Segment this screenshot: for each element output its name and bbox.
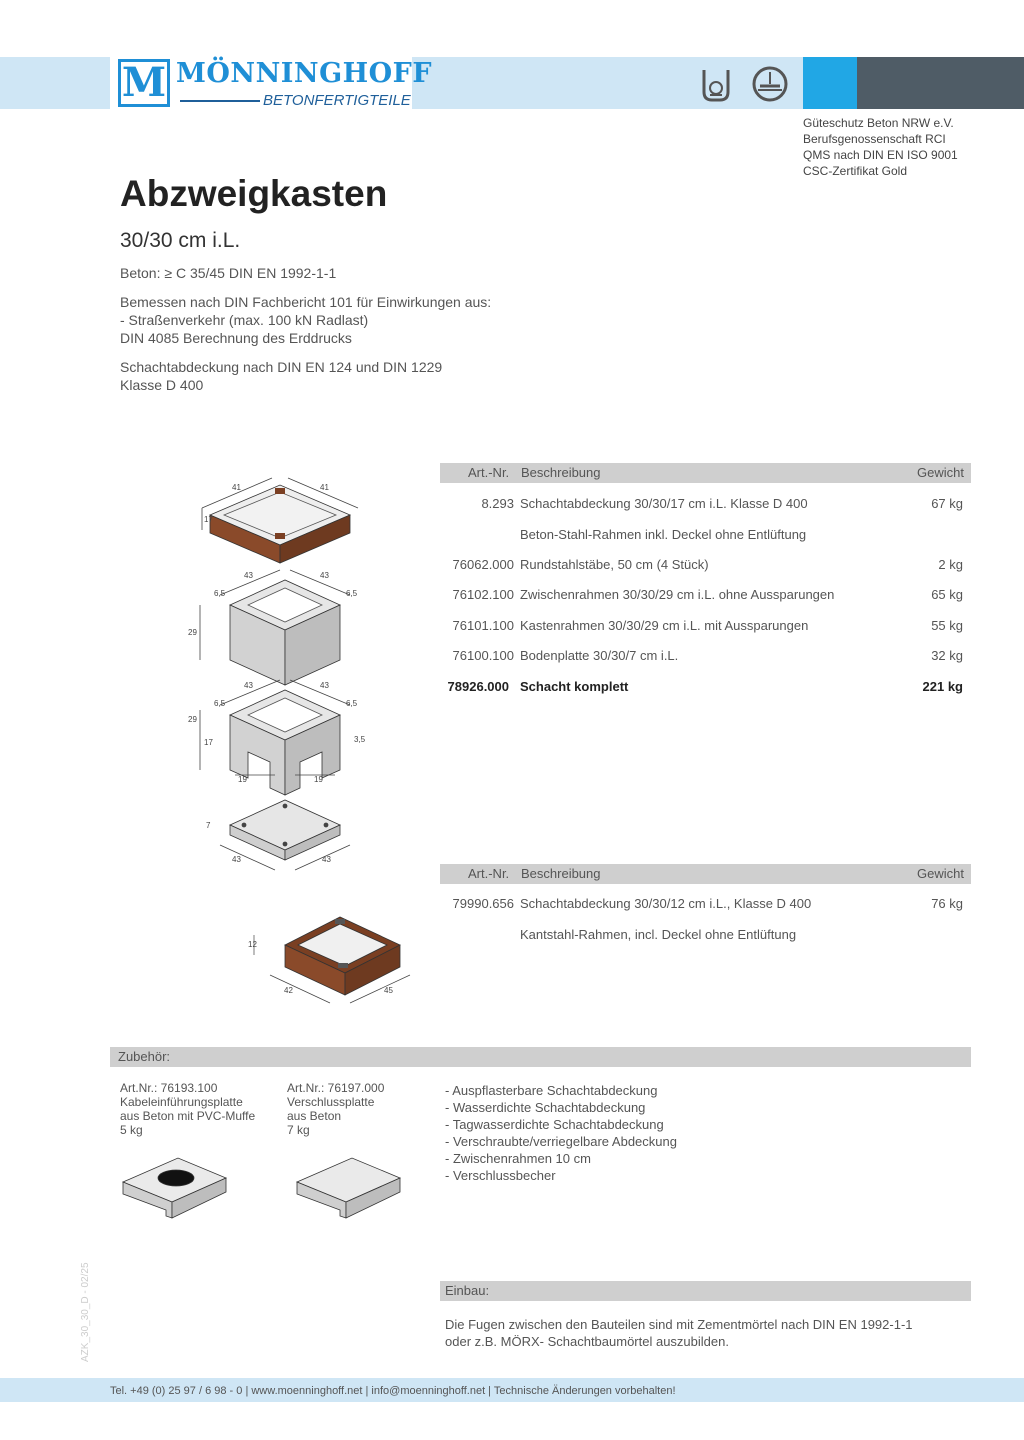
table1-header [440, 463, 971, 483]
ground-installation-icon [754, 68, 786, 100]
cert-line: Güteschutz Beton NRW e.V. [803, 116, 954, 130]
dim-label: 6,5 [214, 589, 226, 598]
dim-label: 42 [284, 986, 293, 995]
table-row [440, 925, 971, 945]
accessory-art: Art.Nr.: 76193.100 [120, 1081, 218, 1095]
accessories-title: Zubehör: [118, 1049, 171, 1064]
accessory-material: aus Beton [287, 1109, 342, 1123]
box-frame-part [200, 680, 350, 795]
accessory-options [445, 1082, 677, 1184]
dim-label: 43 [322, 855, 331, 864]
installation-icons [698, 64, 798, 104]
header-art: Art.-Nr. [468, 465, 510, 480]
design-spec [120, 293, 491, 347]
dim-label: 7 [206, 821, 211, 830]
cell-weight: 221 kg [922, 679, 963, 694]
dim-label: 29 [188, 715, 197, 724]
cell-weight: 32 kg [931, 648, 963, 663]
accessory-material: aus Beton mit PVC-Muffe [120, 1109, 256, 1123]
installation-line: Die Fugen zwischen den Bauteilen sind mit Zementmörtel nach DIN EN 1992-1-1 [445, 1317, 913, 1332]
dim-label: 43 [244, 571, 253, 580]
cell-desc: Kastenrahmen 30/30/29 cm i.L. mit Aussparungen [520, 618, 809, 633]
cell-art: 76100.100 [452, 648, 514, 663]
brand-name: MÖNNINGHOFF [176, 58, 433, 89]
cell-desc: Schachtabdeckung 30/30/12 cm i.L., Klasse D 400 [520, 896, 812, 911]
dim-label: 43 [320, 571, 329, 580]
cover-spec [120, 358, 442, 394]
table-row-total [440, 677, 971, 697]
cell-desc: Beton-Stahl-Rahmen inkl. Deckel ohne Entlüftung [520, 527, 807, 542]
cell-desc: Schacht komplett [520, 679, 629, 694]
footer-contact: Tel. +49 (0) 25 97 / 6 98 - 0 | www.moenninghoff.net | info@moenninghoff.net | Technische Änderungen vorbehalten! [110, 1385, 676, 1397]
accessory-item [287, 1081, 384, 1137]
header-art: Art.-Nr. [468, 866, 510, 881]
wall-installation-icon [704, 70, 728, 100]
design-line: Bemessen nach DIN Fachbericht 101 für Einwirkungen aus: [120, 294, 492, 310]
table-row [440, 616, 971, 636]
logo-mark: M [121, 59, 167, 106]
installation-text [445, 1316, 965, 1350]
cell-weight: 65 kg [931, 587, 963, 602]
cell-art: 76062.000 [452, 557, 514, 572]
cover-part [202, 478, 358, 563]
product-size: 30/30 cm i.L. [120, 229, 241, 252]
accessory-weight: 5 kg [120, 1123, 143, 1137]
dim-label: 6,5 [346, 589, 358, 598]
dim-label: 3,5 [354, 735, 366, 744]
accessory-weight: 7 kg [287, 1123, 310, 1137]
dim-label: 41 [320, 483, 329, 492]
dim-label: 41 [232, 483, 241, 492]
dim-label: 29 [188, 628, 197, 637]
intermediate-frame-part [200, 570, 350, 685]
dim-label: 17 [204, 515, 213, 524]
dim-label: 12 [248, 940, 257, 949]
installation-line: oder z.B. MÖRX- Schachtbaumörtel auszubilden. [445, 1334, 729, 1349]
cell-art: 78926.000 [447, 679, 509, 694]
cell-desc: Rundstahlstäbe, 50 cm (4 Stück) [520, 557, 709, 572]
list-item: - Verschraubte/verriegelbare Abdeckung [445, 1134, 677, 1149]
dim-label: 45 [384, 986, 393, 995]
concrete-spec: Beton: ≥ C 35/45 DIN EN 1992-1-1 [120, 265, 337, 281]
dim-label: 43 [320, 681, 329, 690]
cell-desc: Bodenplatte 30/30/7 cm i.L. [520, 648, 679, 663]
table2-header [440, 864, 971, 884]
cover-steel-frame-drawing [240, 905, 420, 1015]
cell-art: 79990.656 [452, 896, 514, 911]
cell-art: 76101.100 [452, 618, 514, 633]
cert-line: Berufsgenossenschaft RCI [803, 132, 946, 146]
table-row [440, 525, 971, 545]
cell-weight: 55 kg [931, 618, 963, 633]
list-item: - Verschlussbecher [445, 1168, 556, 1183]
accessory-name: Verschlussplatte [287, 1095, 375, 1109]
header-desc: Beschreibung [521, 866, 601, 881]
header-weight: Gewicht [917, 866, 964, 881]
dim-label: 6,5 [346, 699, 358, 708]
dim-label: 6,5 [214, 699, 226, 708]
list-item: - Tagwasserdichte Schachtabdeckung [445, 1117, 664, 1132]
list-item: - Zwischenrahmen 10 cm [445, 1151, 591, 1166]
design-line: DIN 4085 Berechnung des Erddrucks [120, 330, 352, 346]
certifications [803, 115, 958, 179]
installation-title: Einbau: [445, 1283, 490, 1298]
design-line: - Straßenverkehr (max. 100 kN Radlast) [120, 312, 369, 328]
brand-rule [180, 100, 260, 102]
closing-plate-image [292, 1150, 407, 1225]
dim-label: 19 [314, 775, 323, 784]
table-row [440, 646, 971, 666]
header-accent-dark [857, 57, 1024, 109]
dim-label: 19 [238, 775, 247, 784]
cell-art: 76102.100 [452, 587, 514, 602]
cell-desc: Kantstahl-Rahmen, incl. Deckel ohne Entlüftung [520, 927, 797, 942]
accessory-item [120, 1081, 255, 1137]
list-item: - Wasserdichte Schachtabdeckung [445, 1100, 646, 1115]
cable-entry-plate-image [118, 1150, 233, 1225]
table-row [440, 494, 971, 514]
table-row [440, 894, 971, 914]
cell-art: 8.293 [481, 496, 514, 511]
header-accent-cyan [803, 57, 857, 109]
cert-line: CSC-Zertifikat Gold [803, 164, 908, 178]
table-row [440, 555, 971, 575]
cell-desc: Schachtabdeckung 30/30/17 cm i.L. Klasse D 400 [520, 496, 808, 511]
accessory-name: Kabeleinführungsplatte [120, 1095, 243, 1109]
cert-line: QMS nach DIN EN ISO 9001 [803, 148, 958, 162]
dim-label: 43 [232, 855, 241, 864]
accessories-header [110, 1047, 971, 1067]
accessory-art: Art.Nr.: 76197.000 [287, 1081, 385, 1095]
header-weight: Gewicht [917, 465, 964, 480]
table-row [440, 585, 971, 605]
brand-tagline: BETONFERTIGTEILE [263, 92, 411, 109]
page-title: Abzweigkasten [120, 173, 388, 214]
document-code: AZK_30_30_D - 02/25 [80, 1262, 91, 1362]
dim-label: 43 [244, 681, 253, 690]
list-item: - Auspflasterbare Schachtabdeckung [445, 1083, 658, 1098]
dim-label: 17 [204, 738, 213, 747]
header-desc: Beschreibung [521, 465, 601, 480]
cover-line: Klasse D 400 [120, 377, 204, 393]
cover-line: Schachtabdeckung nach DIN EN 124 und DIN 1229 [120, 359, 443, 375]
cell-weight: 76 kg [931, 896, 963, 911]
exploded-shaft-drawing [180, 470, 380, 890]
cell-weight: 67 kg [931, 496, 963, 511]
cell-weight: 2 kg [938, 557, 963, 572]
cell-desc: Zwischenrahmen 30/30/29 cm i.L. ohne Aussparungen [520, 587, 835, 602]
installation-header [440, 1281, 971, 1301]
